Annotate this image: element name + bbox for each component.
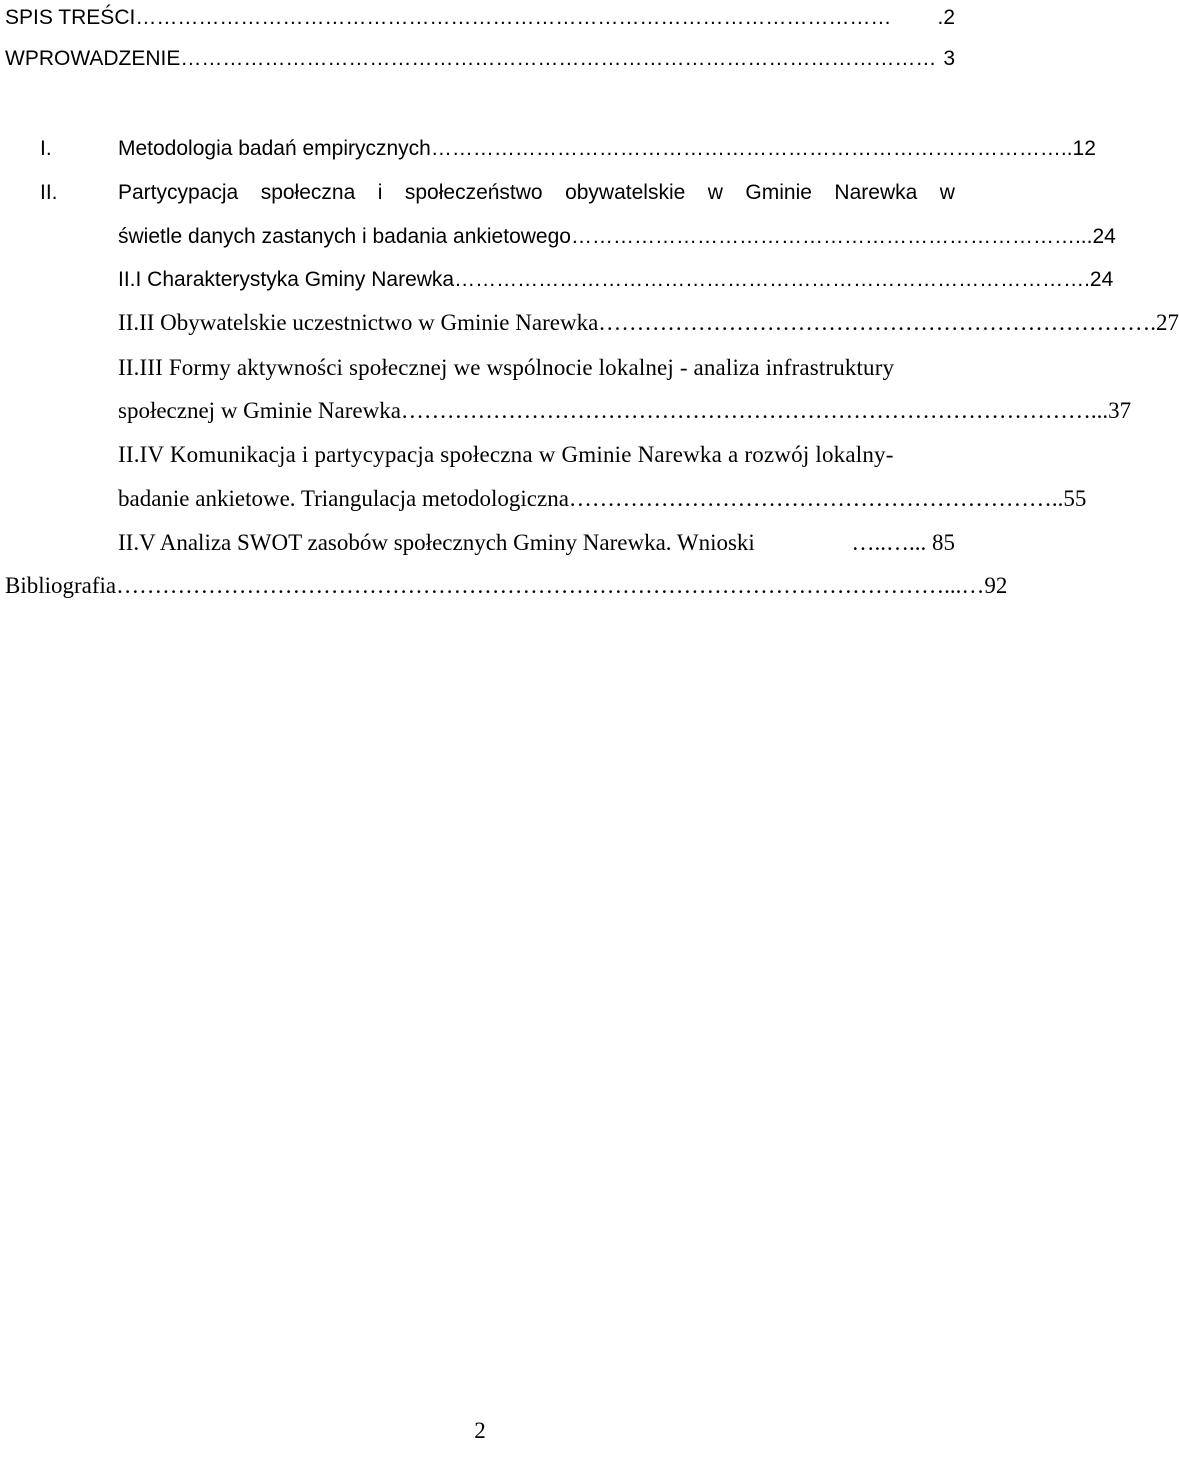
toc-entry-title: społecznej w Gminie Narewka — [118, 398, 401, 423]
toc-word: Narewka — [834, 181, 918, 204]
toc-chapter-number: II. — [40, 181, 58, 204]
toc-leader: …..… — [851, 530, 909, 555]
toc-leader: ……………………………………………………………………………… — [400, 398, 1091, 423]
toc-leader: ……………………………………………………… — [568, 486, 1052, 511]
toc-page-number: ..55 — [1051, 486, 1087, 511]
toc-page-number: ..12 — [1060, 137, 1096, 160]
toc-entry-wprowadzenie[interactable] — [5, 48, 955, 69]
toc-leader: ……………………………………………………………………………………………… — [116, 573, 945, 598]
toc-entry-title: Bibliografia — [5, 573, 117, 598]
page-number-footer: 2 — [474, 1418, 486, 1443]
toc-entry-title: II.I Charakterystyka Gminy Narewka — [118, 268, 455, 291]
toc-entry-chapter-1[interactable] — [118, 137, 1096, 160]
toc-entry-section-2-4-line-2[interactable] — [118, 486, 1087, 511]
toc-leader: ……………………………………………………………………………… — [454, 268, 1085, 291]
toc-word: w — [939, 181, 955, 204]
toc-entry-section-2-5[interactable] — [118, 531, 955, 554]
toc-chapter-number: I. — [40, 137, 52, 160]
toc-entry-section-2-3-line-2[interactable] — [118, 398, 1132, 423]
toc-entry-title: II.V Analiza SWOT zasobów społecznych Gminy Narewka. Wnioski — [118, 530, 755, 555]
toc-page-number: 3 — [943, 47, 955, 70]
toc-leader: ……………………………………………………………… — [598, 310, 1151, 335]
toc-word: Gminie — [745, 181, 812, 204]
toc-page-number: .2 — [937, 6, 955, 29]
toc-entry-title: badanie ankietowe. Triangulacja metodologiczna — [118, 486, 569, 511]
toc-leader: ……………………………………………………………… — [570, 225, 1075, 248]
toc-entry-title: Metodologia badań empirycznych — [118, 137, 431, 160]
toc-word: w — [707, 181, 723, 204]
toc-page-number: .24 — [1084, 268, 1114, 291]
toc-entry-title: świetle danych zastanych i badania ankietowego — [118, 225, 571, 248]
toc-entry-title: II.IV Komunikacja i partycypacja społeczna w Gminie Narewka a rozwój lokalny- — [118, 442, 894, 467]
toc-leader: ……………………………………………………………………………………………… — [135, 6, 892, 29]
toc-page-number: ...37 — [1090, 398, 1132, 423]
toc-entry-spis-tresci[interactable] — [5, 7, 955, 28]
toc-entry-section-2-1[interactable] — [118, 268, 1114, 291]
toc-entry-title: WPROWADZENIE — [5, 47, 181, 70]
toc-page-number: ... 85 — [909, 530, 955, 555]
toc-leader: ……………………………………………………………………………… — [430, 137, 1061, 160]
toc-page-number: ...…92 — [944, 573, 1008, 598]
toc-word: i — [377, 181, 383, 204]
toc-entry-chapter-2-line-1[interactable] — [118, 182, 955, 203]
toc-page-number: .27 — [1150, 310, 1179, 335]
toc-word: społeczeństwo — [404, 181, 543, 204]
toc-page-number: ...24 — [1074, 225, 1116, 248]
toc-word: Partycypacja — [118, 181, 239, 204]
toc-entry-title: II.II Obywatelskie uczestnictwo w Gminie Narewka — [118, 310, 599, 335]
toc-entry-section-2-4-line-1[interactable] — [118, 443, 955, 466]
toc-entry-chapter-2-line-2[interactable] — [118, 225, 1116, 248]
toc-entry-bibliografia[interactable] — [5, 573, 1008, 598]
toc-word: obywatelskie — [565, 181, 686, 204]
toc-leader: ……………………………………………………………………………………………… — [180, 47, 937, 70]
toc-entry-title: II.III Formy aktywności społecznej we wspólnocie lokalnej - analiza infrastruktury — [118, 355, 895, 380]
toc-entry-section-2-2[interactable] — [118, 310, 1179, 335]
toc-entry-section-2-3-line-1[interactable] — [118, 356, 955, 379]
toc-entry-title: SPIS TREŚCI — [5, 6, 136, 29]
toc-word: społeczna — [260, 181, 356, 204]
